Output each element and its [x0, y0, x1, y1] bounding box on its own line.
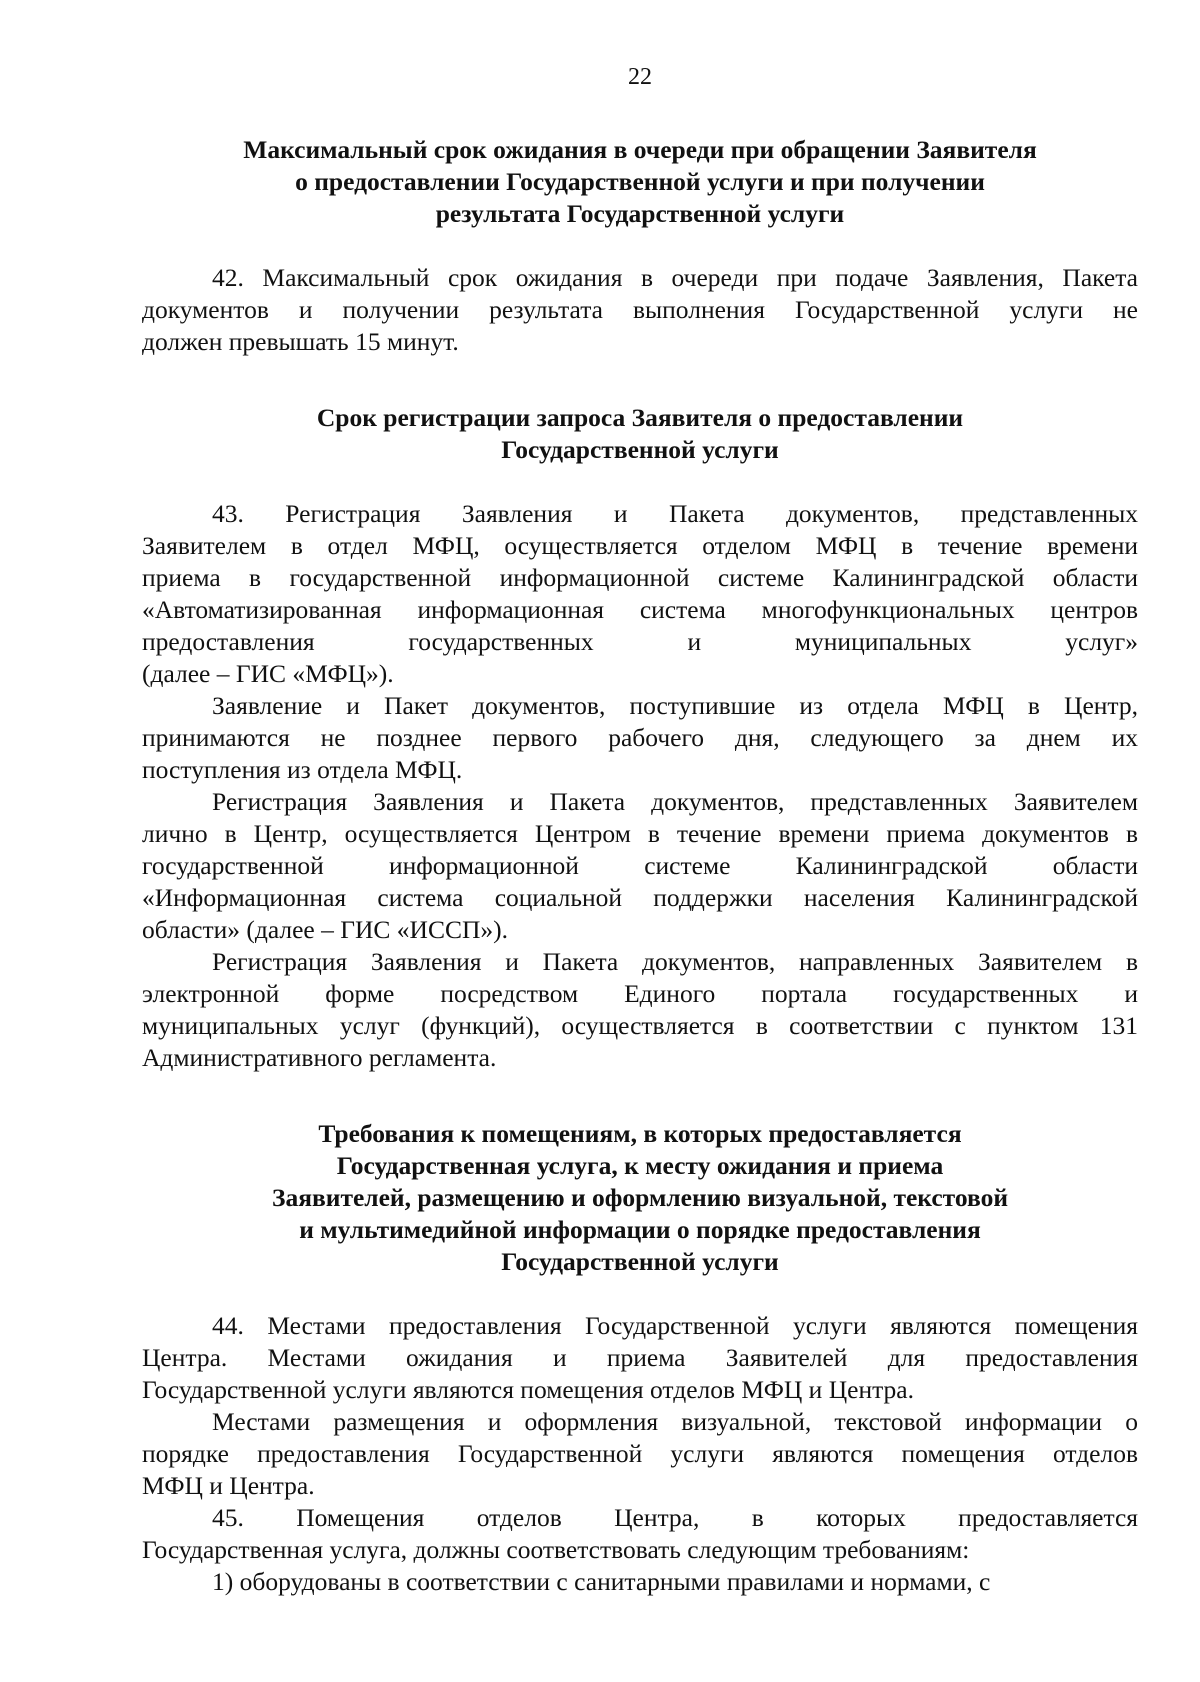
paragraph-line: 44. Местами предоставления Государственной услуги являются помещения [212, 1311, 1138, 1340]
paragraph [142, 690, 1138, 786]
heading-line: Срок регистрации запроса Заявителя о предоставлении [316, 403, 964, 432]
paragraph [142, 1566, 1138, 1598]
paragraph-line: Регистрация Заявления и Пакета документов, представленных Заявителем [212, 787, 1138, 816]
heading-line: Требования к помещениям, в которых предоставляется [318, 1119, 962, 1148]
paragraph-line: «Информационная система социальной поддержки населения Калининградской [142, 883, 1138, 912]
paragraph-line: лично в Центр, осуществляется Центром в течение времени приема документов в [142, 819, 1138, 848]
paragraph-line: приема в государственной информационной системе Калининградской области [142, 563, 1138, 592]
paragraph-line: Административного регламента. [142, 1043, 497, 1072]
paragraph [142, 1406, 1138, 1502]
paragraph-line: должен превышать 15 минут. [142, 327, 459, 356]
heading-gap [142, 1278, 1138, 1310]
document-content [142, 134, 1138, 1598]
paragraph-line: Местами размещения и оформления визуальной, текстовой информации о [212, 1407, 1138, 1436]
page-number: 22 [628, 64, 652, 90]
paragraph-line: 43. Регистрация Заявления и Пакета документов, представленных [212, 499, 1138, 528]
paragraph-line: Государственной услуги являются помещения отделов МФЦ и Центра. [142, 1375, 914, 1404]
paragraph [142, 946, 1138, 1074]
paragraph-line: Заявление и Пакет документов, поступившие из отдела МФЦ в Центр, [212, 691, 1138, 720]
heading-line: Заявителей, размещению и оформлению визуальной, текстовой [271, 1183, 1009, 1212]
paragraph-line: государственной информационной системе Калининградской области [142, 851, 1138, 880]
paragraph-line: муниципальных услуг (функций), осуществляется в соответствии с пунктом 131 [142, 1011, 1138, 1040]
paragraph [142, 262, 1138, 358]
document-page [142, 62, 1138, 1598]
section-heading [142, 402, 1138, 466]
section-heading [142, 134, 1138, 230]
paragraph-line: Регистрация Заявления и Пакета документов, направленных Заявителем в [212, 947, 1138, 976]
paragraph-line: поступления из отдела МФЦ. [142, 755, 463, 784]
paragraph-line: документов и получении результата выполнения Государственной услуги не [142, 295, 1138, 324]
paragraph-line: «Автоматизированная информационная система многофункциональных центров [142, 595, 1138, 624]
heading-gap [142, 230, 1138, 262]
paragraph-line: Центра. Местами ожидания и приема Заявителей для предоставления [142, 1343, 1138, 1372]
heading-line: Государственной услуги [501, 435, 779, 464]
heading-gap [142, 466, 1138, 498]
heading-line: Государственной услуги [501, 1247, 779, 1276]
paragraph [142, 498, 1138, 690]
paragraph-line: электронной форме посредством Единого портала государственных и [142, 979, 1138, 1008]
paragraph [142, 786, 1138, 946]
section-gap [142, 358, 1138, 402]
paragraph [142, 1310, 1138, 1406]
paragraph-line: области» (далее – ГИС «ИССП»). [142, 915, 508, 944]
paragraph-line: 1) оборудованы в соответствии с санитарными правилами и нормами, с [212, 1567, 991, 1596]
paragraph-line: принимаются не позднее первого рабочего дня, следующего за днем их [142, 723, 1138, 752]
paragraph-line: Заявителем в отдел МФЦ, осуществляется отделом МФЦ в течение времени [142, 531, 1138, 560]
paragraph-line: МФЦ и Центра. [142, 1471, 315, 1500]
heading-line: Государственная услуга, к месту ожидания и приема [336, 1151, 944, 1180]
heading-line: результата Государственной услуги [435, 199, 845, 228]
section-gap [142, 1074, 1138, 1118]
heading-line: о предоставлении Государственной услуги и при получении [295, 167, 985, 196]
paragraph-line: 45. Помещения отделов Центра, в которых предоставляется [212, 1503, 1138, 1532]
heading-line: и мультимедийной информации о порядке предоставления [299, 1215, 981, 1244]
section-heading [142, 1118, 1138, 1278]
paragraph-line: (далее – ГИС «МФЦ»). [142, 659, 394, 688]
paragraph [142, 1502, 1138, 1566]
heading-line: Максимальный срок ожидания в очереди при обращении Заявителя [243, 135, 1037, 164]
paragraph-line: порядке предоставления Государственной услуги являются помещения отделов [142, 1439, 1138, 1468]
paragraph-line: предоставления государственных и муниципальных услуг» [142, 627, 1138, 656]
paragraph-line: 42. Максимальный срок ожидания в очереди при подаче Заявления, Пакета [212, 263, 1138, 292]
paragraph-line: Государственная услуга, должны соответствовать следующим требованиям: [142, 1535, 970, 1564]
